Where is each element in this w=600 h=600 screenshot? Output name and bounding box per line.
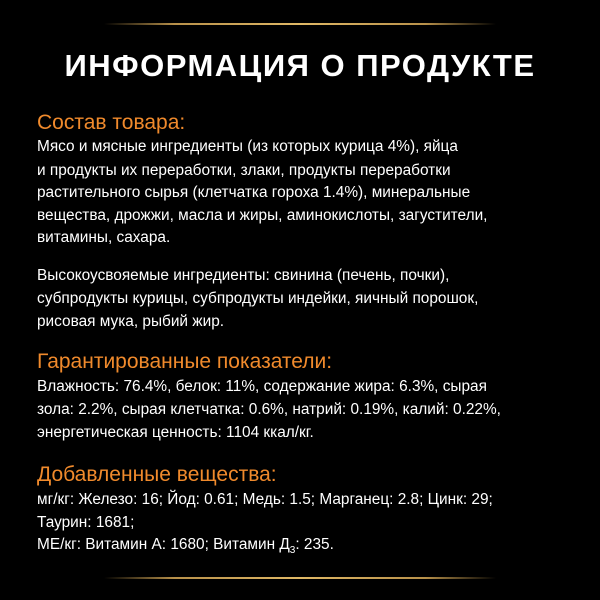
additives-heading: Добавленные вещества: (37, 463, 277, 486)
vitamins-suffix: : 235. (295, 536, 334, 553)
digestible-ingredients-line: рисовая мука, рыбий жир. (37, 313, 225, 330)
vitamins-line (37, 536, 334, 556)
guaranteed-line: энергетическая ценность: 1104 ккал/кг. (37, 424, 314, 441)
digestible-ingredients-line: субпродукты курицы, субпродукты индейки, яичный порошок, (37, 290, 479, 307)
composition-line: витамины, сахара. (37, 229, 171, 246)
guaranteed-line: Влажность: 76.4%, белок: 11%, содержание жира: 6.3%, сырая (37, 378, 487, 395)
bottom-gold-divider (104, 577, 496, 579)
top-gold-divider (104, 23, 496, 25)
vitamin-d-subscript: 3 (289, 545, 296, 556)
composition-heading: Состав товара: (37, 111, 186, 134)
composition-line: вещества, дрожжи, масла и жиры, аминокислоты, загустители, (37, 207, 488, 224)
composition-line: растительного сырья (клетчатка гороха 1.4%), минеральные (37, 184, 471, 201)
vitamins-prefix: МЕ/кг: Витамин А: 1680; Витамин Д (37, 536, 290, 553)
composition-line: и продукты их переработки, злаки, продукты переработки (37, 162, 451, 179)
guaranteed-line: зола: 2.2%, сырая клетчатка: 0.6%, натрий: 0.19%, калий: 0.22%, (37, 401, 501, 418)
digestible-ingredients-line: Высокоусвояемые ингредиенты: свинина (печень, почки), (37, 267, 450, 284)
composition-line: Мясо и мясные ингредиенты (из которых курица 4%), яйца (37, 138, 458, 155)
guaranteed-heading: Гарантированные показатели: (37, 350, 333, 373)
additives-line: мг/кг: Железо: 16; Йод: 0.61; Медь: 1.5; Марганец: 2.8; Цинк: 29; (37, 491, 493, 508)
additives-line: Таурин: 1681; (37, 514, 135, 531)
page-title: ИНФОРМАЦИЯ О ПРОДУКТЕ (64, 48, 536, 83)
